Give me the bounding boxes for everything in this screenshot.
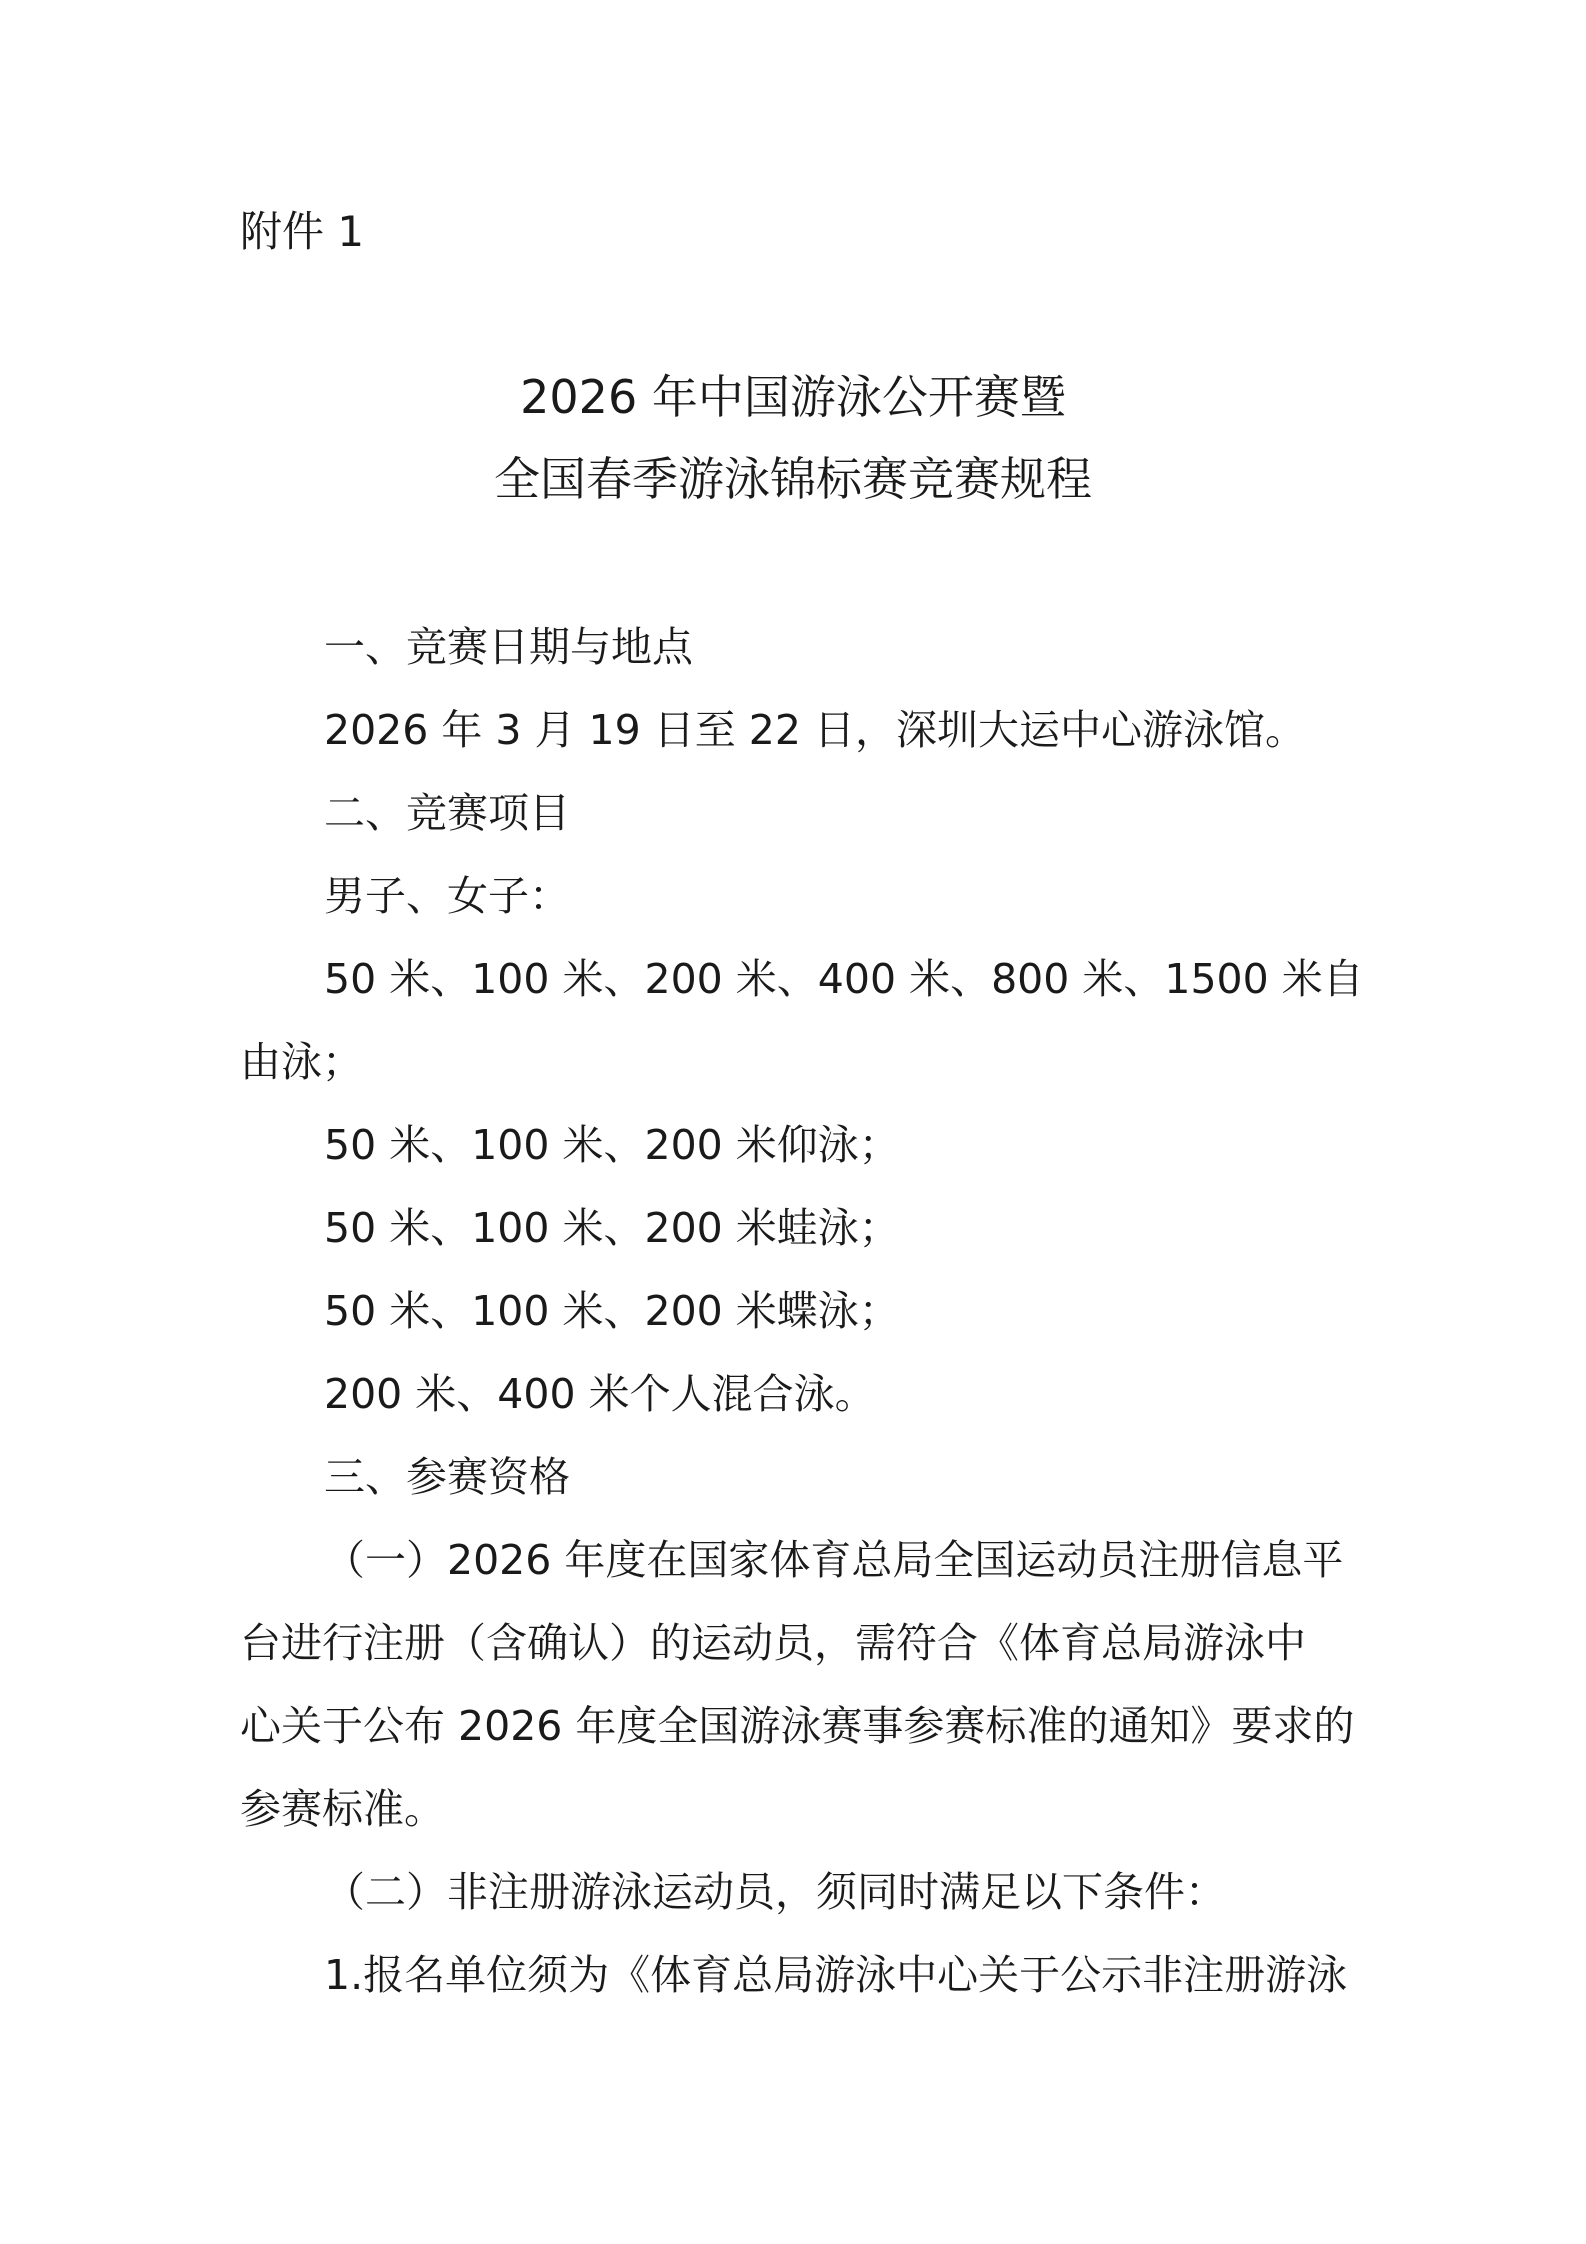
paragraph-butterfly: 50 米、100 米、200 米蝶泳； xyxy=(324,1287,900,1335)
attachment-label: 附件 1 xyxy=(240,207,365,256)
document-title-line-2: 全国春季游泳锦标赛竞赛规程 xyxy=(494,452,1092,506)
section-heading-events: 二、竞赛项目 xyxy=(324,789,570,837)
paragraph-eligibility-2-item-1: 1.报名单位须为《体育总局游泳中心关于公示非注册游泳 xyxy=(324,1951,1348,1999)
paragraph-backstroke: 50 米、100 米、200 米仰泳； xyxy=(324,1121,900,1169)
paragraph-freestyle-cont: 由泳； xyxy=(240,1038,363,1086)
paragraph-eligibility-1-end: 参赛标准。 xyxy=(240,1785,445,1833)
paragraph-dates: 2026 年 3 月 19 日至 22 日，深圳大运中心游泳馆。 xyxy=(324,706,1306,754)
section-heading-eligibility: 三、参赛资格 xyxy=(324,1453,570,1501)
paragraph-breaststroke: 50 米、100 米、200 米蛙泳； xyxy=(324,1204,900,1252)
paragraph-gender: 男子、女子： xyxy=(324,872,570,920)
paragraph-medley: 200 米、400 米个人混合泳。 xyxy=(324,1370,876,1418)
paragraph-eligibility-1: （一）2026 年度在国家体育总局全国运动员注册信息平 xyxy=(324,1536,1344,1584)
paragraph-eligibility-2: （二）非注册游泳运动员，须同时满足以下条件： xyxy=(324,1868,1226,1916)
paragraph-freestyle: 50 米、100 米、200 米、400 米、800 米、1500 米自 xyxy=(324,955,1364,1003)
paragraph-eligibility-1-cont: 心关于公布 2026 年度全国游泳赛事参赛标准的通知》要求的 xyxy=(240,1702,1355,1750)
document-body xyxy=(240,606,1540,2017)
document-title-line-1: 2026 年中国游泳公开赛暨 xyxy=(520,370,1066,424)
paragraph-eligibility-1-cont: 台进行注册（含确认）的运动员，需符合《体育总局游泳中 xyxy=(240,1619,1306,1667)
section-heading-dates: 一、竞赛日期与地点 xyxy=(324,623,693,671)
